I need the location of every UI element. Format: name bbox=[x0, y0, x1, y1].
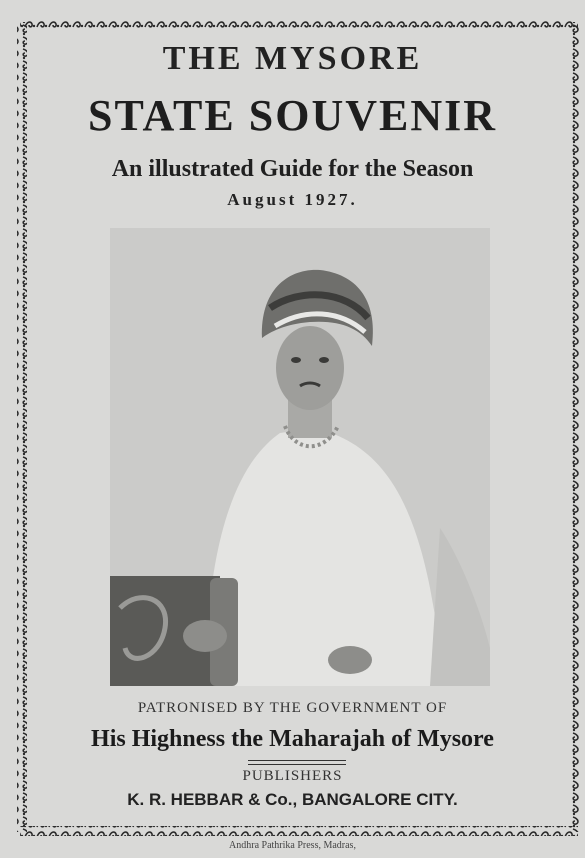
title-line-1: THE MYSORE bbox=[162, 40, 423, 77]
date-line: August 1927. bbox=[227, 190, 358, 209]
divider-rule bbox=[248, 764, 346, 765]
patron-line: PATRONISED BY THE GOVERNMENT OF bbox=[137, 700, 448, 716]
maharajah-portrait-photo bbox=[110, 228, 490, 686]
title-line-2: STATE SOUVENIR bbox=[87, 91, 498, 140]
publisher-name: K. R. HEBBAR & Co., BANGALORE CITY. bbox=[127, 790, 458, 809]
subtitle: An illustrated Guide for the Season bbox=[111, 156, 474, 182]
patron-name: His Highness the Maharajah of Mysore bbox=[91, 726, 494, 752]
divider-rule bbox=[248, 760, 346, 761]
printer-credit: Andhra Pathrika Press, Madras, bbox=[229, 840, 356, 851]
publishers-label: PUBLISHERS bbox=[242, 768, 343, 784]
